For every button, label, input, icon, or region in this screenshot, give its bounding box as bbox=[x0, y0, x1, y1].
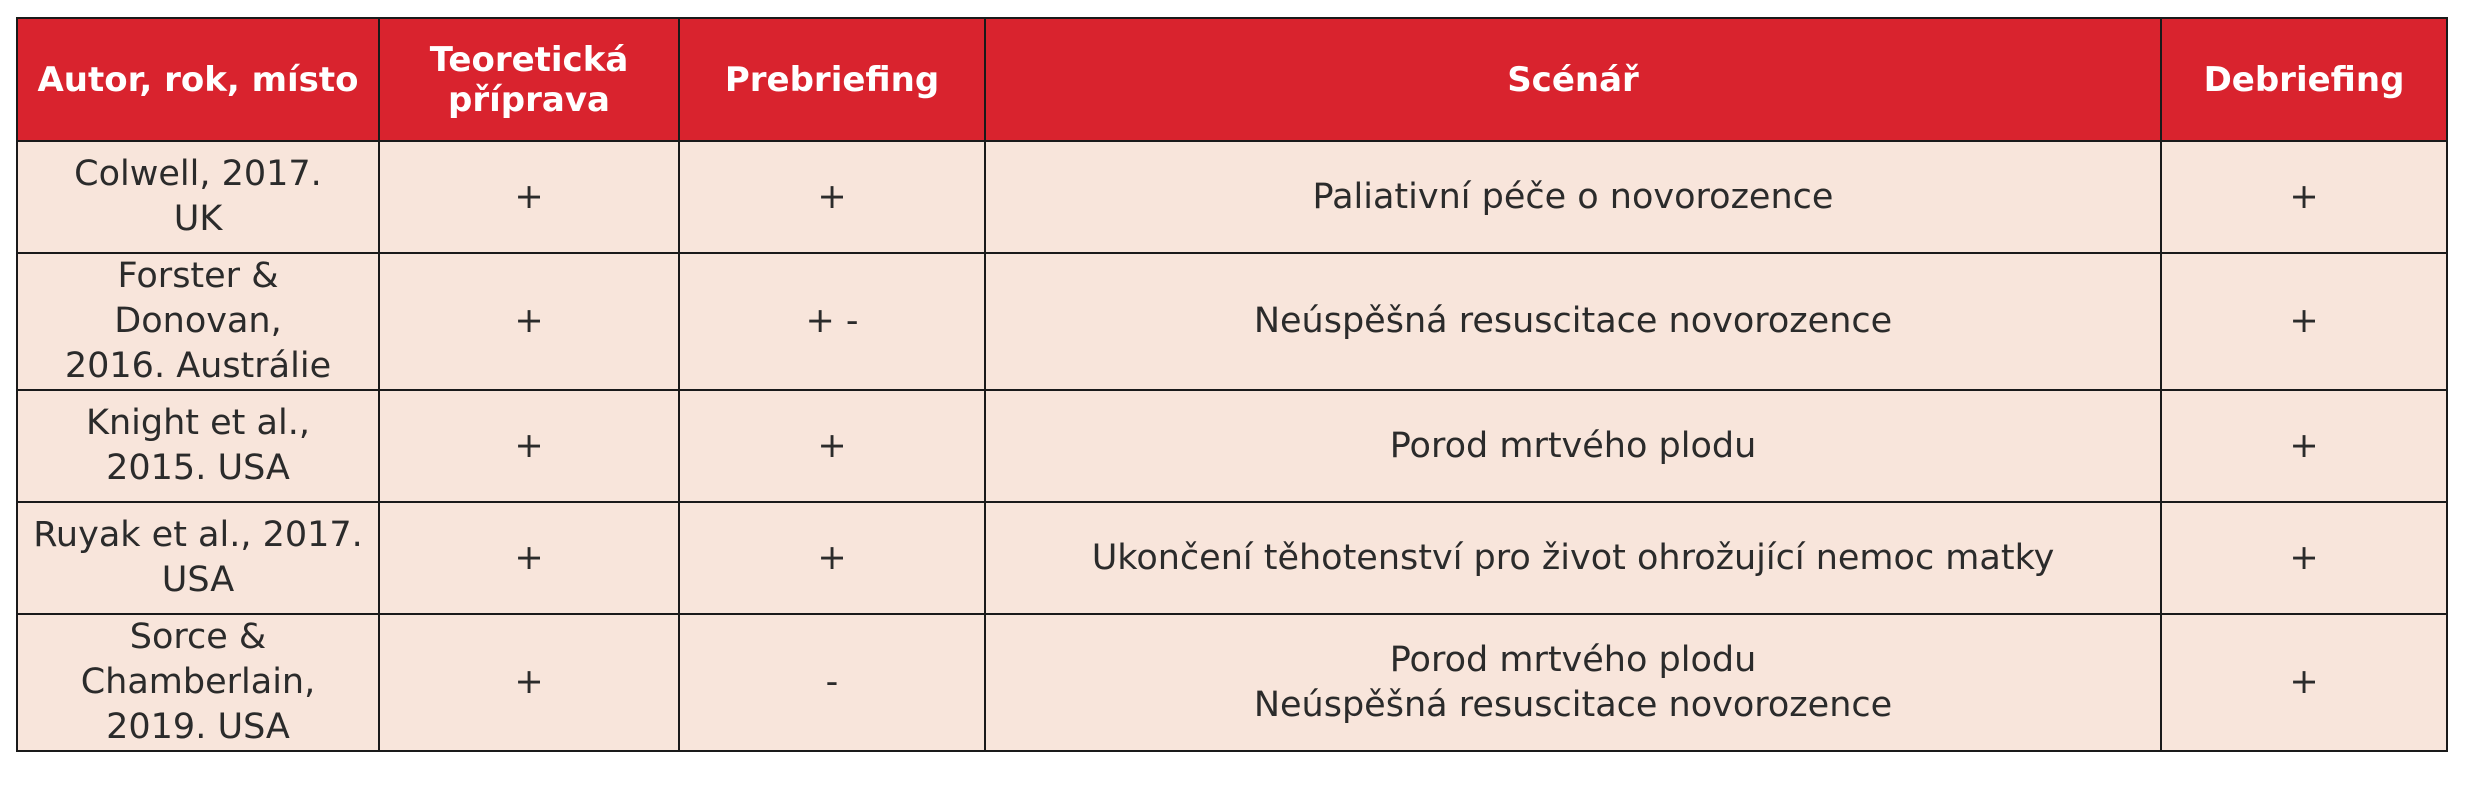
header-prebriefing: Prebriefing bbox=[679, 18, 985, 141]
cell-author: Sorce & Chamberlain, 2019. USA bbox=[17, 614, 379, 751]
header-author: Autor, rok, místo bbox=[17, 18, 379, 141]
cell-debriefing: + bbox=[2161, 502, 2447, 614]
cell-prebriefing: + bbox=[679, 390, 985, 502]
study-comparison-table bbox=[16, 17, 2448, 752]
cell-debriefing: + bbox=[2161, 390, 2447, 502]
cell-debriefing: + bbox=[2161, 141, 2447, 253]
cell-scenario: Porod mrtvého plodu Neúspěšná resuscitace novorozence bbox=[985, 614, 2161, 751]
cell-prebriefing: + bbox=[679, 141, 985, 253]
table-row bbox=[17, 614, 2447, 751]
cell-scenario: Porod mrtvého plodu bbox=[985, 390, 2161, 502]
table-row bbox=[17, 502, 2447, 614]
cell-author: Ruyak et al., 2017. USA bbox=[17, 502, 379, 614]
cell-theoretical-preparation: + bbox=[379, 253, 679, 390]
cell-scenario: Ukončení těhotenství pro život ohrožující nemoc matky bbox=[985, 502, 2161, 614]
table-header-row bbox=[17, 18, 2447, 141]
cell-prebriefing: - bbox=[679, 614, 985, 751]
table-row bbox=[17, 141, 2447, 253]
cell-scenario: Neúspěšná resuscitace novorozence bbox=[985, 253, 2161, 390]
table-row bbox=[17, 390, 2447, 502]
cell-prebriefing: + - bbox=[679, 253, 985, 390]
header-debriefing: Debriefing bbox=[2161, 18, 2447, 141]
cell-theoretical-preparation: + bbox=[379, 141, 679, 253]
cell-theoretical-preparation: + bbox=[379, 390, 679, 502]
cell-debriefing: + bbox=[2161, 614, 2447, 751]
cell-theoretical-preparation: + bbox=[379, 502, 679, 614]
cell-author: Colwell, 2017. UK bbox=[17, 141, 379, 253]
cell-debriefing: + bbox=[2161, 253, 2447, 390]
cell-theoretical-preparation: + bbox=[379, 614, 679, 751]
table-row bbox=[17, 253, 2447, 390]
study-table-container bbox=[16, 17, 2446, 752]
cell-prebriefing: + bbox=[679, 502, 985, 614]
cell-author: Knight et al., 2015. USA bbox=[17, 390, 379, 502]
cell-scenario: Paliativní péče o novorozence bbox=[985, 141, 2161, 253]
cell-author: Forster & Donovan, 2016. Austrálie bbox=[17, 253, 379, 390]
header-theoretical-preparation: Teoretická příprava bbox=[379, 18, 679, 141]
header-scenario: Scénář bbox=[985, 18, 2161, 141]
